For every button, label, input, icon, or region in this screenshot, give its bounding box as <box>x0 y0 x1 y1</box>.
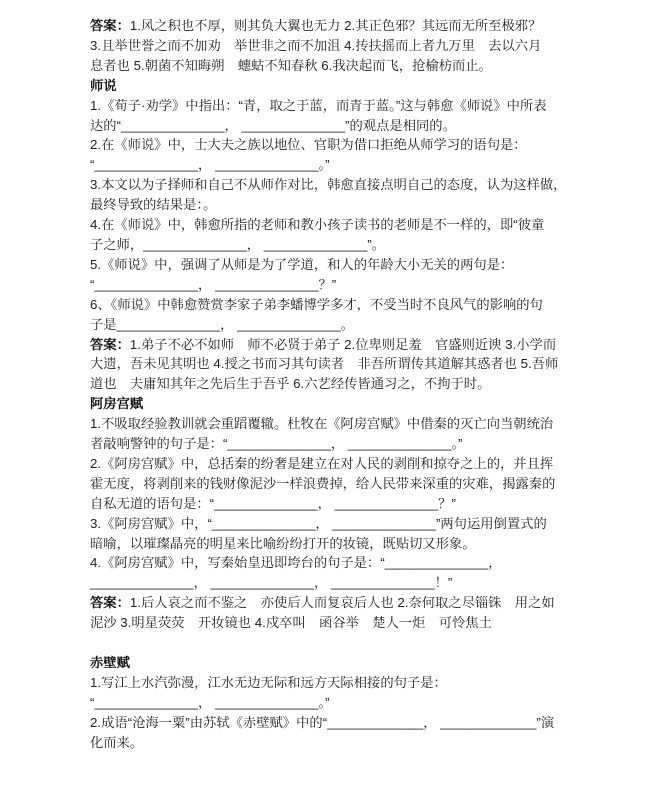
line-text: 泥沙 3.明星荧荧 开妆镜也 4.戍卒叫 函谷举 楚人一炬 可怜焦土 <box>90 615 492 631</box>
line-text: “______________， ______________。” <box>90 694 330 710</box>
line-text: 达的“______________， ______________”的观点是相同的。 <box>90 117 456 133</box>
line-text: 2.在《师说》中，士大夫之族以地位、官职为借口拒绝从师学习的语句是： <box>90 137 527 153</box>
text-line <box>90 374 570 394</box>
answer-label: 答案： <box>90 595 130 611</box>
text-line <box>90 573 570 593</box>
text-line <box>90 354 570 374</box>
text-line <box>90 474 570 494</box>
line-text <box>90 635 94 650</box>
document-content <box>90 16 570 753</box>
text-line <box>90 96 570 116</box>
text-line <box>90 255 570 275</box>
line-text: 4.在《师说》中，韩愈所指的老师和教小孩子读书的老师是不一样的，即“彼童 <box>90 217 545 233</box>
line-text: 息者也 5.朝菌不知晦朔 蟪蛄不知春秋 6.我决起而飞，抢榆枋而止。 <box>90 57 492 73</box>
text-line <box>90 613 570 633</box>
text-line <box>90 633 570 653</box>
line-text: 3.且举世誉之而不加劝 举世非之而不加沮 4.抟扶摇而上者九万里 去以六月 <box>90 37 542 53</box>
line-text: 子是______________， ______________。 <box>90 316 354 332</box>
text-line <box>90 76 570 96</box>
text-line <box>90 215 570 235</box>
text-line <box>90 693 570 713</box>
text-line <box>90 514 570 534</box>
text-line <box>90 434 570 454</box>
line-text: 5.《师说》中，强调了从师是为了学道，和人的年龄大小无关的两句是： <box>90 256 514 272</box>
text-line <box>90 116 570 136</box>
line-text: 1.不吸取经验教训就会重蹈覆辙。杜牧在《阿房宫赋》中借秦的灭亡向当朝统治 <box>90 416 554 432</box>
text-line <box>90 155 570 175</box>
line-text: 子之师，______________， ______________”。 <box>90 236 385 252</box>
text-line <box>90 673 570 693</box>
text-line <box>90 394 570 414</box>
line-text: 2.《阿房宫赋》中，总括秦的纷奢是建立在对人民的剥削和掠夺之上的，并且挥 <box>90 455 554 471</box>
text-line <box>90 534 570 554</box>
line-text: 1.后人哀之而不鉴之 亦使后人而复哀后人也 2.奈何取之尽锱铢 用之如 <box>129 595 555 611</box>
text-line <box>90 175 570 195</box>
line-text: 阿房宫赋 <box>90 396 144 412</box>
line-text: 最终导致的结果是：。 <box>90 197 217 213</box>
line-text: 道也 夫庸知其年之先后生于吾乎 6.六艺经传皆通习之，不拘于时。 <box>90 376 491 392</box>
text-line <box>90 414 570 434</box>
text-line <box>90 653 570 673</box>
line-text: 1.写江上水汽弥漫，江水无边无际和远方天际相接的句子是： <box>90 674 447 690</box>
line-text: 者敲响警钟的句子是：“______________， ______________。” <box>90 436 463 452</box>
text-line <box>90 295 570 315</box>
text-line <box>90 713 570 733</box>
text-line <box>90 553 570 573</box>
text-line <box>90 16 570 36</box>
line-text: 2.成语“沧海一粟”由苏轼《赤壁赋》中的“_____________， _____________”演 <box>90 714 555 730</box>
answer-label: 答案： <box>90 18 130 33</box>
line-text: 4.《阿房宫赋》中，写秦始皇迅即垮台的句子是：“______________， <box>90 555 502 571</box>
answer-label: 答案： <box>90 336 130 352</box>
text-line <box>90 494 570 514</box>
line-text: “______________， ______________？” <box>90 276 337 292</box>
line-text: 化而来。 <box>90 734 144 750</box>
line-text: 6、《师说》中韩愈赞赏李家子弟李蟠博学多才，不受当时不良风气的影响的句 <box>90 296 543 312</box>
text-line <box>90 195 570 215</box>
line-text: ______________， ______________， ______________！” <box>90 575 453 591</box>
line-text: 暗喻，以璀璨晶亮的明星来比喻纷纷打开的妆镜，既贴切又形象。 <box>90 535 476 551</box>
text-line <box>90 315 570 335</box>
line-text: 赤壁赋 <box>90 655 130 670</box>
text-line <box>90 135 570 155</box>
text-line <box>90 235 570 255</box>
line-text: 3.《阿房宫赋》中，“______________， ______________”两句运用倒置式的 <box>90 515 547 531</box>
text-line <box>90 36 570 56</box>
line-text: 师说 <box>90 77 117 93</box>
line-text: 1.《荀子·劝学》中指出：“青，取之于蓝，而青于蓝。”这与韩愈《师说》中所表 <box>90 97 547 113</box>
text-line <box>90 733 570 753</box>
text-line <box>90 454 570 474</box>
text-line <box>90 56 570 76</box>
line-text: 自私无道的语句是：“______________， ______________？” <box>90 495 456 511</box>
line-text: 霍无度，将剥削来的钱财像泥沙一样浪费掉，给人民带来深重的灾难，揭露秦的 <box>90 475 556 491</box>
line-text: “______________， ______________。” <box>90 157 330 173</box>
line-text: 大遗，吾未见其明也 4.授之书而习其句读者 非吾所谓传其道解其惑者也 5.吾师 <box>90 356 559 372</box>
text-line <box>90 335 570 355</box>
line-text: 1.弟子不必不如师 师不必贤于弟子 2.位卑则足羞 官盛则近谀 3.小学而 <box>129 336 557 352</box>
line-text: 3.本文以为子择师和自己不从师作对比，韩愈直接点明自己的态度，认为这样做， <box>90 177 567 193</box>
text-line <box>90 593 570 613</box>
text-line <box>90 275 570 295</box>
line-text: 1.风之积也不厚，则其负大翼也无力 2.其正色邪？其远而无所至极邪？ <box>129 18 542 33</box>
